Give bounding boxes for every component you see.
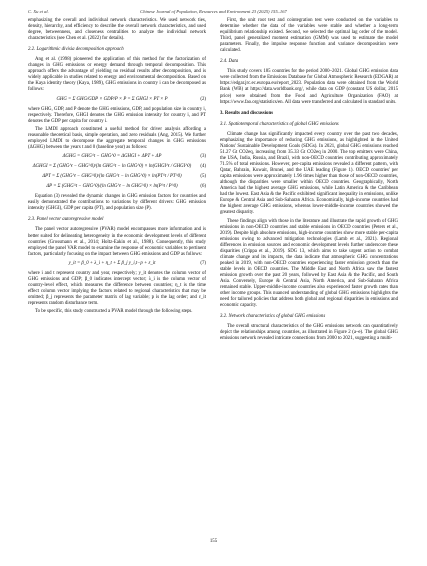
equation-number: (6) xyxy=(200,184,206,190)
paragraph: where i and t represent country and year, respectively; y_it denotes the column vector of GHG emissions and GDP; β_0 indicates intercept vector; λ_i is the column vector of country-level effect, which measures the difference between countries; η_t is the time effect column vector implying the factors related to regional characteristics that may be omitted; β_j represents the parameter matrix of lag variable; p is the lag order; and ε_it represents random disturbance term. xyxy=(28,270,206,306)
right-column xyxy=(220,18,398,345)
paragraph: To be specific, this study constructed a PVAR model through the following steps. xyxy=(35,309,193,315)
equation-number: (4) xyxy=(200,164,206,170)
equation xyxy=(28,174,206,180)
section-heading: 3. Results and discussions xyxy=(220,110,274,116)
paragraph: These findings align with those in the literature and illustrate the rapid growth of GHG emissions in non-OECD countries and stable emissions in OECD countries (Peters et al., 2019). Despite high absolute emissions, high-income countries show more stable per-capita emissions owing to advanced mitigation technologies (Lamb et al., 2021). Regional differences in emission sources and economic development levels further underscore these disparities (Crippa et al., 2019). SDG 13, which aims to take urgent action to combat climate change and its impacts, the data indicate that atmospheric GHG concentrations peaked in 2019, with non-OECD countries experiencing faster emission growth than the stable levels in OECD countries. The Middle East and North Africa saw the fastest emission growth over the past 20 years, followed by East Asia & the Pacific, and South Asia. Conversely, Europe & Central Asia, North America, and Sub-Saharan Africa remained stable. Upper-middle-income countries also experienced faster growth rates than other income groups. This nuanced understanding of global GHG emissions highlights the need for tailored policies that address both global and regional disparities in emissions and economic capacity. xyxy=(220,218,398,309)
equation-body: ΔPT = Σ (GHG^t − GHG^0)/(ln GHG^t − ln GHG^0) × ln(PT^t / PT^0) xyxy=(42,174,182,180)
equation-body: ΔP = Σ (GHG^t − GHG^0)/(ln GHG^t − ln GHG^0) × ln(P^t / P^0) xyxy=(46,184,178,190)
paragraph: This study covers 185 countries for the period 2000–2021. Global GHG emission data were collected from the Emissions Database for Global Atmospheric Research (EDGAR) at https://edgar.jrc.ec.europa.eu/report_2023. Population data were obtained from the World Bank (WB) at https://data.worldbank.org/, while data on GDP (constant US dollar, 2015 price) were obtained from the Food and Agriculture Organization (FAO) at https://www.fao.org/statistics/en. All data were transferred and calculated in standard units. xyxy=(220,69,398,105)
equation xyxy=(28,261,206,267)
equation-body: GHG = Σ GHG/GDP × GDP/P × P = Σ GHGI × PT × P xyxy=(56,96,168,102)
equation-body: y_it = β_0 + λ_i + η_t + Σ β_j y_i,t−p + ε_it xyxy=(68,260,156,266)
equation-number: (3) xyxy=(200,154,206,160)
header-authors: C. Xu et al. xyxy=(28,9,49,14)
section-heading: 2.3. Panel vector autoregressive model xyxy=(28,217,104,223)
equation-number: (5) xyxy=(200,174,206,180)
header-journal: Chinese Journal of Population, Resources and Environment 23 (2025) 155–167 xyxy=(140,9,287,14)
paragraph: The panel vector autoregressive (PVAR) model encompasses more information and is better suited for delineating heterogeneity in the economic development levels of different countries (Grossmann et al., 2014; Holtz-Eakin et al., 1988). Consequently, this study employed the panel VAR model to examine the response of economic variables to pertinent factors, particularly focusing on the impact between GHG emissions and GDP as follows: xyxy=(28,227,206,257)
paragraph: Ang et al. (1998) pioneered the application of this method for the factorization of changes in GHG emissions or energy demand through temporal decomposition. This approach offers the advantage of yielding no residual results after decomposition, and is widely applicable in studies related to energy and environmental decomposition. Based on the Kaya identity theory (Kaya, 1989), GHG emissions in country i can be decomposed as follows: xyxy=(28,57,206,93)
section-heading: 3.2. Network characteristics of global GHG emissions xyxy=(220,314,326,320)
section-heading: 3.1. Spatiotemporal characteristics of global GHG emissions xyxy=(220,121,339,127)
equation xyxy=(28,97,206,103)
equation xyxy=(28,154,206,160)
equation-number: (7) xyxy=(200,260,206,266)
paragraph: The LMDI approach constituted a useful method for driver analysis affording a reasonable theoretical basis, simple operation, and zero residuals (Ang, 2015). We further employed LMDI to decompose the aggregate temporal changes in GHG emissions (ΔGHG) between the years t and 0 (baseline year) as follows: xyxy=(28,126,206,151)
equation xyxy=(28,164,206,170)
paragraph: Climate change has significantly impacted every country over the past two decades, emphasizing the importance of reducing GHG emissions, as highlighted in the United Nations' Sustainable Development Goals (SDGs). In 2021, global GHG emissions reached 51.27 Gt CO2eq, increasing from 35.33 Gt CO2eq in 2000. The top emitters were China, the USA, India, Russia, and Brazil, with non-OECD countries contributing approximately 71.5% of total emissions. However, per-capita emissions revealed a different pattern, with Qatar, Bahrain, Kuwait, Brunei, and the UAE leading (Figure 1). OECD countries' per capita emissions were approximately 1.96 times higher than those of non-OECD countries, although the disparities were smaller within OECD countries. Geographically, North America had the highest average GHG emissions, while Latin America & the Caribbean had the lowest. East Asia & the Pacific exhibited significant inequality in emissions, unlike Europe & Central Asia and Sub-Saharan Africa. Economically, high-income countries had the highest average GHG emissions, whereas lower-middle-income countries showed the greatest disparity. xyxy=(220,131,398,216)
paragraph: Equation (3) revealed the dynamic changes in GHG emission factors for countries and easily demonstrated the contributions to variations by different drivers: GHG emission intensity (GHGI), GDP per capita (PT), and population size (P). xyxy=(28,194,206,212)
equation-body: ΔGHGI = Σ (GHG^t − GHG^0)/(ln GHG^t − ln GHG^0) × ln(GHGI^t / GHGI^0) xyxy=(32,164,192,170)
left-column xyxy=(28,18,206,317)
equation-number: (2) xyxy=(200,96,206,102)
equation-body: ΔGHG = GHG^t − GHG^0 = ΔGHGI + ΔPT + ΔP xyxy=(62,154,162,160)
paragraph: The overall structural characteristics of the GHG emissions network can quantitatively depict the relationships among countries, as illustrated in Figure 2 (a–e). The global GHG emissions network revealed intricate connections from 2000 to 2021, suggesting a multi- xyxy=(220,324,398,342)
section-heading: 2.2. Logarithmic divisia decomposition approach xyxy=(28,47,124,53)
section-heading: 2.4. Data xyxy=(220,59,239,65)
paragraph: First, the unit root test and cointegration test were conducted on the variables to determine whether the data of the variables were stable and whether a long-term equilibrium relationship existed. Second, we selected the optimal lag order of the model. Third, panel generalized moment estimation (GMM) was used to estimate the model parameters. Finally, the impulse response function and variance decomposition were calculated. xyxy=(220,18,398,54)
paragraph: where GHG, GDP, and P denote the GHG emissions, GDP, and population size in country i, respectively. Therefore, GHGI denotes the GHG emission intensity for country i, and PT denotes the GDP per capita for country i. xyxy=(28,106,206,124)
page-number: 155 xyxy=(209,539,218,544)
paragraph: emphasizing the overall and individual network characteristics. We used network ties, density, hierarchy, and efficiency to describe the overall network characteristics, and used degree, betweenness, and closeness centralities to analyze the individual network characteristics (see Chen et al. (2022) for details). xyxy=(28,18,206,42)
equation xyxy=(28,184,206,190)
